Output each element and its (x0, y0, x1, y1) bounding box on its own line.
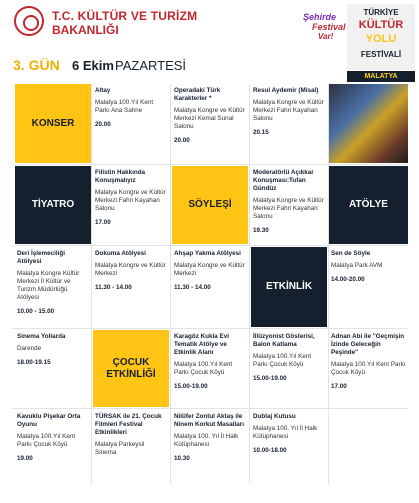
event-card (172, 410, 248, 484)
event-venue: Malatya Kongre ve Kültür Merkezi Fahri Kayahan Salonu (253, 99, 324, 122)
event-time: 19.30 (253, 227, 269, 234)
event-title: İllüzyonist Gösterisi, Balon Katlama (253, 333, 315, 348)
event-card (93, 247, 169, 327)
event-venue: Malatya 100.Yıl Kent Parkı Çocuk Köyü (331, 361, 406, 376)
event-venue: Malatya 100. Yıl İl Halk Kütüphanesi (174, 433, 239, 448)
column-divider (249, 84, 250, 484)
event-venue: Malatya 100.Yıl Kent Parkı Çocuk Köyü (17, 433, 76, 448)
festival-logo-line4: FESTİVALİ (360, 50, 402, 59)
day-date: 6 Ekim (72, 58, 114, 73)
event-venue: Malatya 100. Yıl İl Halk Kütüphanesi (253, 425, 318, 440)
event-venue: Malatya 100.Yıl Kent Parkı Ana Sahne (95, 99, 154, 114)
row-divider (12, 328, 408, 329)
event-venue: Malatya Park AVM (331, 262, 383, 269)
event-title: Deri İşlemeciliği Atölyesi (17, 250, 65, 265)
festival-city-band: MALATYA (347, 71, 415, 82)
event-card (15, 330, 91, 407)
sehirde-festival-logo-line3: Var! (318, 32, 334, 41)
event-card (251, 330, 327, 407)
festival-logo-line1: TÜRKİYE (363, 8, 399, 17)
column-divider (170, 84, 171, 484)
event-card (15, 247, 91, 327)
event-title: Dublaj Kutusu (253, 413, 296, 420)
event-time: 15.00-19.00 (253, 375, 287, 382)
event-title: Kavuklu Pişekar Orta Oyunu (17, 413, 81, 428)
event-card (172, 330, 248, 407)
event-venue: Malatya Kongre ve Kültür Merkezi Fahri Kayahan Salonu (253, 197, 324, 220)
event-title: Sen de Söyle (331, 250, 371, 257)
category-atolye: ATÖLYE (329, 166, 408, 244)
ministry-name-line1: T.C. KÜLTÜR VE TURİZM (52, 9, 198, 23)
event-venue: Malatya 100.Yıl Kent Parkı Çocuk Köyü (253, 353, 312, 368)
festival-logo-line3: YOLU (365, 33, 397, 45)
event-card (15, 410, 91, 484)
event-time: 11.30 - 14.00 (95, 284, 132, 291)
category-tiyatro: TİYATRO (15, 166, 91, 244)
ministry-seal-icon (14, 6, 44, 36)
category-konser: KONSER (15, 84, 91, 163)
event-venue: Malatya Kongre ve Kültür Merkezi (95, 262, 166, 277)
event-title: Sinema Yollarda (17, 333, 66, 340)
event-venue: Malatya 100.Yıl Kent Parkı Çocuk Köyü (174, 361, 233, 376)
day-weekday: PAZARTESİ (115, 58, 187, 73)
event-card (93, 84, 169, 163)
event-time: 18.00-19.15 (17, 359, 51, 366)
event-venue: Malatya Kongre Kültür Merkezi İl Kültür ve Turizm Müdürlüğü Atölyesi (17, 270, 80, 301)
row-divider (12, 164, 408, 165)
sehirde-festival-logo-line1: Şehirde (303, 12, 337, 22)
event-venue: Malatya Kongre ve Kültür Merkezi (174, 262, 245, 277)
day-title: 3. GÜN (13, 57, 60, 73)
event-time: 11.30 - 14.00 (174, 284, 211, 291)
event-time: 17.00 (95, 219, 111, 226)
row-divider (12, 408, 408, 409)
event-title: Ahşap Yakma Atölyesi (174, 250, 241, 257)
category-etkinlik: ETKİNLİK (251, 247, 327, 327)
event-card (93, 166, 169, 244)
event-title: Altay (95, 87, 111, 94)
event-card (329, 247, 408, 327)
event-card (251, 84, 327, 163)
event-title: Resul Aydemir (Misal) (253, 87, 319, 94)
event-title: Adnan Abi ile "Geçmişin İzinde Geleceğin Peşinde" (331, 333, 405, 356)
event-title: Operadaki Türk Karakterler * (174, 87, 221, 102)
event-venue: Malatya Parkeysil Sinema (95, 441, 145, 456)
column-divider (91, 84, 92, 484)
event-venue: Darende (17, 345, 42, 352)
event-time: 19.00 (17, 455, 33, 462)
category-cocuk-etkinligi: ÇOCUK ETKİNLİĞİ (93, 330, 169, 407)
event-venue: Malatya Kongre ve Kültür Merkezi Kemal Sunal Salonu (174, 107, 245, 130)
category-soylesi: SÖYLEŞİ (172, 166, 248, 244)
event-card (172, 84, 248, 163)
event-time: 20.00 (174, 137, 190, 144)
event-time: 10.00 - 15.00 (17, 308, 55, 315)
event-time: 14.00-20.00 (331, 276, 365, 283)
festival-logo (347, 4, 415, 82)
event-title: Moderatörlü Açıkkar Konuşması:Tufan Gündüz (253, 169, 314, 192)
event-title: Nilüfer Zontul Aktaş ile Ninem Korkut Masalları (174, 413, 244, 428)
event-time: 20.15 (253, 129, 269, 136)
event-title: TÜRSAK ile 21. Çocuk Filmleri Festival Etkinlikleri (95, 413, 162, 436)
festival-logo-line2: KÜLTÜR (358, 19, 404, 31)
sehirde-festival-logo-line2: Festival (312, 22, 346, 32)
row-divider (12, 245, 408, 246)
event-card (251, 410, 327, 484)
event-time: 17.00 (331, 383, 347, 390)
event-card (93, 410, 169, 484)
event-title: Karagöz Kukla Evi Tematik Atölye ve Etkinlik Alanı (174, 333, 229, 356)
event-card (251, 166, 327, 244)
event-venue: Malatya Kongre ve Kültür Merkezi Fahri Kayahan Salonu (95, 189, 166, 212)
ministry-name-line2: BAKANLIĞI (52, 23, 119, 37)
event-time: 10.30 (174, 455, 190, 462)
event-time: 10.00-18.00 (253, 447, 287, 454)
event-title: Dokuma Atölyesi (95, 250, 146, 257)
event-card (172, 247, 248, 327)
event-title: Filistin Hakkında Konuşmalıyız (95, 169, 146, 184)
event-time: 20.00 (95, 121, 111, 128)
performance-photo (329, 84, 408, 163)
event-time: 15.00-19.00 (174, 383, 208, 390)
event-card (329, 330, 408, 407)
